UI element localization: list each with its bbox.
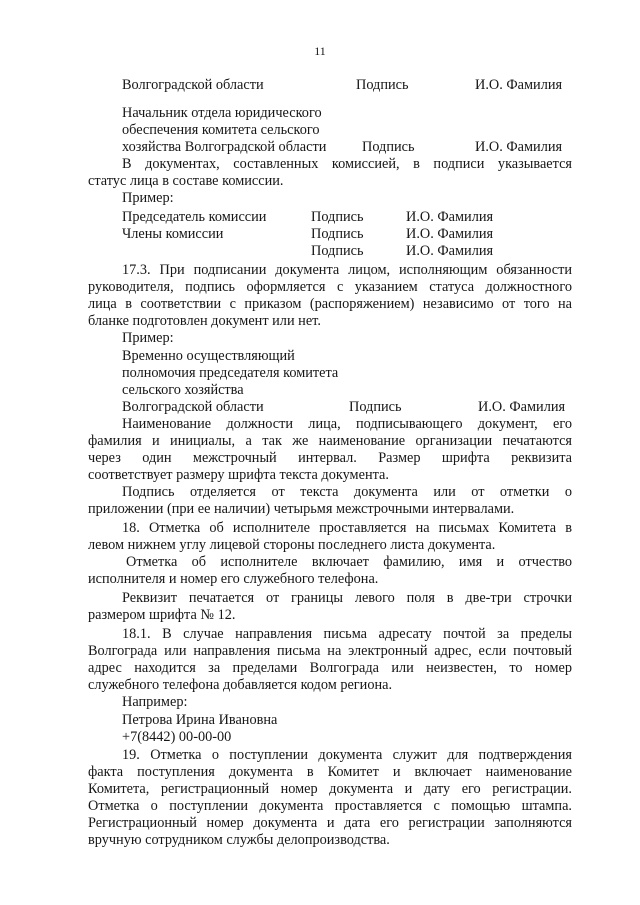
name-placeholder: И.О. Фамилия [406,209,494,225]
text-line: Петрова Ирина Ивановна [122,712,278,728]
text-line: 19. Отметка о поступлении документа служит для подтверждения [122,747,572,763]
name-placeholder: И.О. Фамилия [406,226,494,242]
text-line: Комитета, регистрационный номер документа и дату его регистрации. [88,781,572,797]
text-line: 17.3. При подписании документа лицом, исполняющим обязанности [122,262,572,278]
signature-label: Подпись [311,243,364,259]
text-line: обеспечения комитета сельского [122,122,320,138]
text-line: сельского хозяйства [122,382,244,398]
text-line: Отметка об исполнителе включает фамилию, имя и отчество [126,554,572,570]
text-line: исполнителя и номер его служебного телефона. [88,571,379,587]
signature-label: Подпись [356,77,409,93]
text-line: лица в соответствии с приказом (распоряжением) независимо от того на [88,296,572,312]
text-line: Отметка о поступлении документа проставляется с помощью штампа. [88,798,572,814]
name-placeholder: И.О. Фамилия [475,139,563,155]
text-line: 18.1. В случае направления письма адресату почтой за пределы [122,626,572,642]
text-line: приложении (при ее наличии) четырьмя межстрочными интервалами. [88,501,515,517]
text-line: Волгоградской области [122,77,264,93]
text-line: вручную сотрудником службы делопроизводства. [88,832,390,848]
text-line: левом нижнем углу лицевой стороны последнего листа документа. [88,537,496,553]
text-line: статус лица в составе комиссии. [88,173,284,189]
text-line: Реквизит печатается от границы левого поля в две-три строчки [122,590,572,606]
text-line: Волгограда или направления письма на электронный адрес, если почтовый [88,643,572,659]
page-number: 11 [314,44,326,58]
text-line: Члены комиссии [122,226,224,242]
text-line: Подпись отделяется от текста документа или от отметки о [122,484,572,500]
text-line: В документах, составленных комиссией, в подписи указывается [122,156,572,172]
text-line: Начальник отдела юридического [122,105,322,121]
text-line: хозяйства Волгоградской области [122,139,327,155]
text-line: служебного телефона добавляется кодом региона. [88,677,393,693]
text-line: бланке подготовлен документ или нет. [88,313,321,329]
text-line: руководителя, подпись оформляется с указанием статуса должностного [88,279,572,295]
text-line: Волгоградской области [122,399,264,415]
text-line: Например: [122,694,188,710]
text-line: факта поступления документа в Комитет и включает наименование [88,764,572,780]
text-line: полномочия председателя комитета [122,365,339,381]
text-line: соответствует размеру шрифта текста документа. [88,467,389,483]
text-line: Наименование должности лица, подписывающего документ, его [122,416,572,432]
signature-label: Подпись [311,226,364,242]
text-line: фамилия и инициалы, а так же наименование организации печатаются [88,433,572,449]
signature-label: Подпись [311,209,364,225]
text-line: +7(8442) 00-00-00 [122,729,232,745]
name-placeholder: И.О. Фамилия [406,243,494,259]
text-line: размером шрифта № 12. [88,607,236,623]
text-line: Регистрационный номер документа и дата его регистрации заполняются [88,815,572,831]
text-line: Председатель комиссии [122,209,267,225]
text-line: адрес находится за пределами Волгограда или неизвестен, то номер [88,660,572,676]
text-line: 18. Отметка об исполнителе проставляется на письмах Комитета в [122,520,572,536]
text-line: Временно осуществляющий [122,348,295,364]
text-line: Пример: [122,190,174,206]
text-line: Пример: [122,330,174,346]
text-line: через один межстрочный интервал. Размер шрифта реквизита [88,450,572,466]
signature-label: Подпись [362,139,415,155]
signature-label: Подпись [349,399,402,415]
name-placeholder: И.О. Фамилия [475,77,563,93]
name-placeholder: И.О. Фамилия [478,399,566,415]
